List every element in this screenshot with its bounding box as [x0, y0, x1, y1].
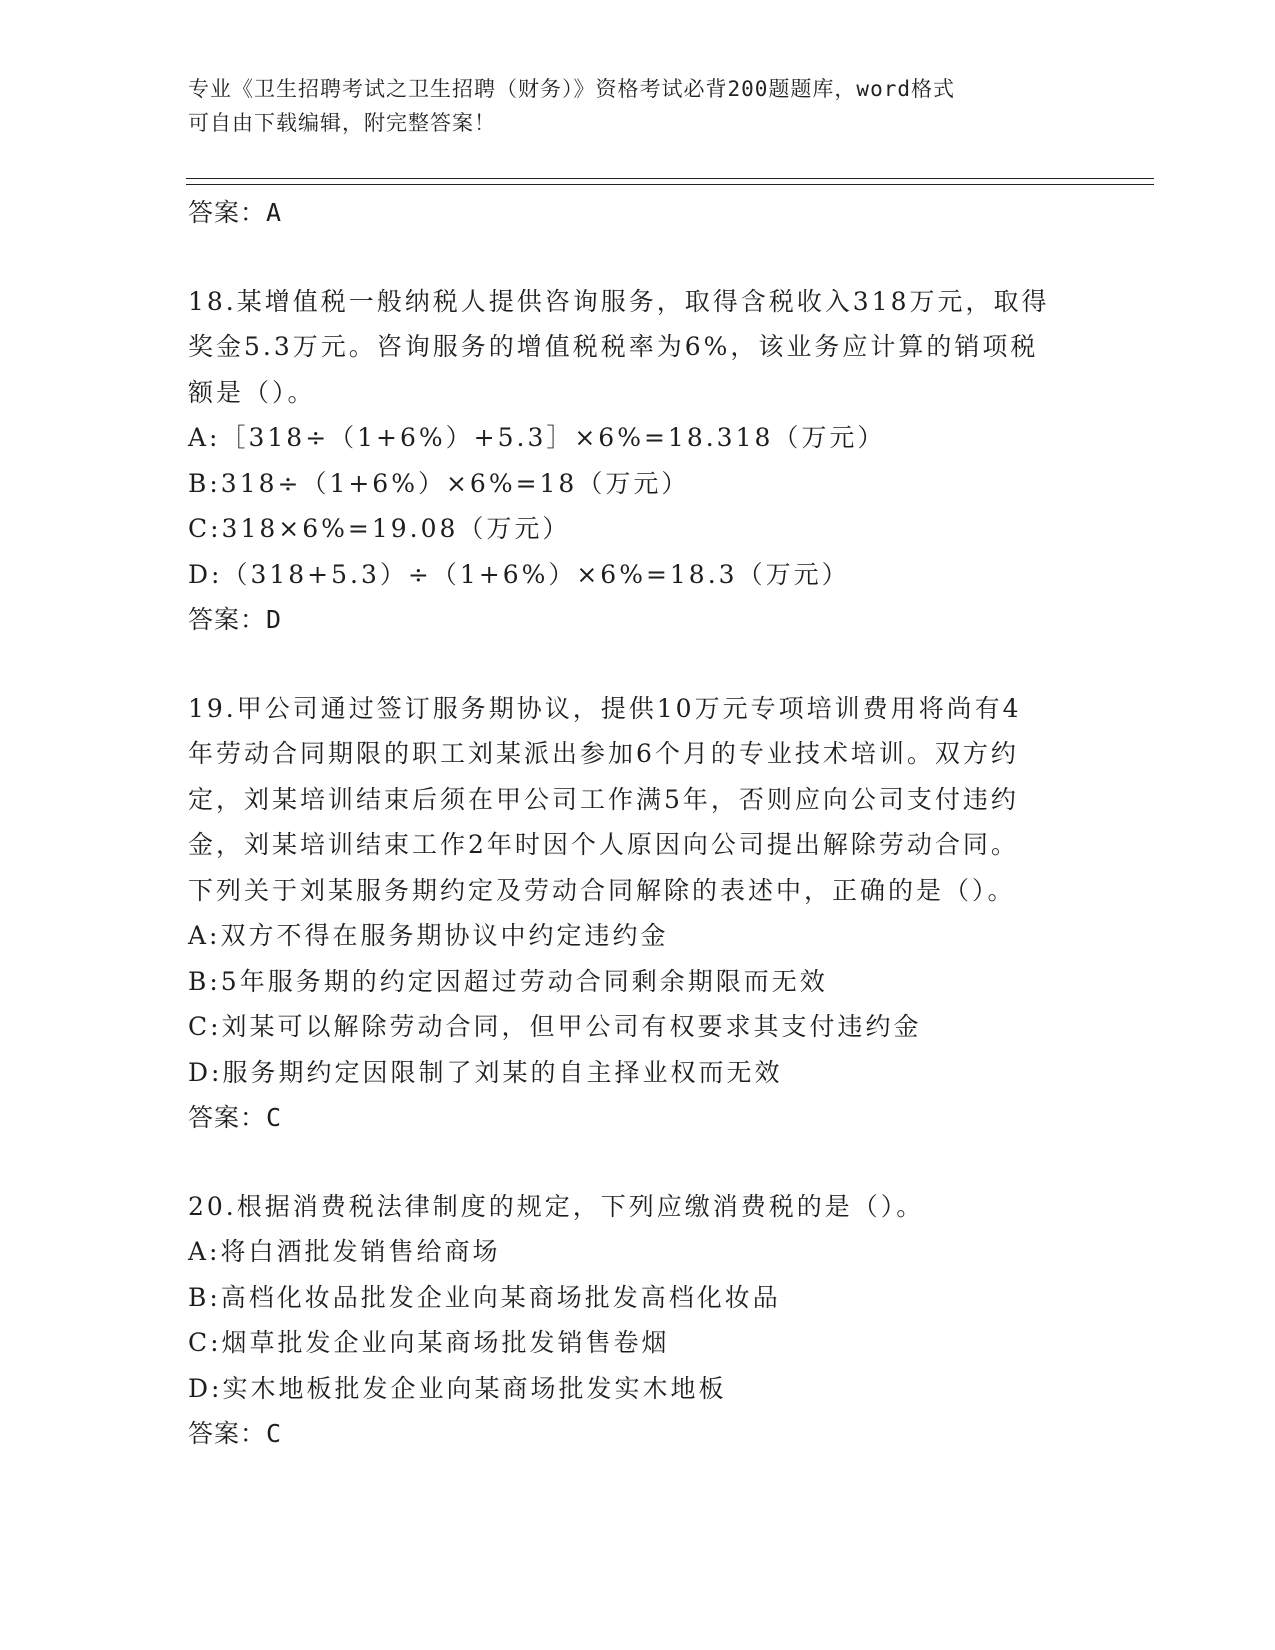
document-header — [188, 72, 1088, 140]
question-18-option-c: C:318×6%=19.08（万元） — [188, 514, 571, 543]
question-19-stem-line-4: 金，刘某培训结束工作2年时因个人原因向公司提出解除劳动合同。 — [188, 830, 1019, 859]
question-18-stem-line-2: 奖金5.3万元。咨询服务的增值税税率为6%，该业务应计算的销项税 — [188, 332, 1039, 361]
question-18-answer: 答案：D — [188, 605, 283, 634]
question-19-option-b: B:5年服务期的约定因超过劳动合同剩余期限而无效 — [188, 966, 828, 996]
question-20-option-c: C:烟草批发企业向某商场批发销售卷烟 — [188, 1328, 670, 1357]
question-19-option-a: A:双方不得在服务期协议中约定违约金 — [188, 921, 669, 950]
question-19 — [188, 686, 1088, 1141]
question-20-answer: 答案：C — [188, 1419, 283, 1448]
header-divider-top — [186, 178, 1154, 179]
question-18 — [188, 279, 1088, 643]
question-20 — [188, 1184, 1088, 1457]
question-20-option-d: D:实木地板批发企业向某商场批发实木地板 — [188, 1373, 727, 1403]
question-19-stem-line-5: 下列关于刘某服务期约定及劳动合同解除的表述中，正确的是（）。 — [188, 875, 1016, 905]
question-18-option-d: D:（318+5.3）÷（1+6%）×6%=18.3（万元） — [188, 559, 850, 589]
question-20-option-a: A:将白酒批发销售给商场 — [188, 1237, 501, 1266]
question-18-stem-line-1: 18.某增值税一般纳税人提供咨询服务，取得含税收入318万元，取得 — [188, 286, 1050, 316]
header-divider-bottom — [186, 184, 1154, 185]
question-list — [188, 190, 1088, 1457]
question-18-stem-line-3: 额是（）。 — [188, 377, 316, 407]
spacer — [188, 236, 1088, 279]
question-20-option-b: B:高档化妆品批发企业向某商场批发高档化妆品 — [188, 1282, 781, 1312]
question-19-option-c: C:刘某可以解除劳动合同，但甲公司有权要求其支付违约金 — [188, 1012, 922, 1041]
question-19-stem-line-3: 定，刘某培训结束后须在甲公司工作满5年，否则应向公司支付违约 — [188, 784, 1019, 814]
question-18-option-a: A:［318÷（1+6%）+5.3］×6%=18.318（万元） — [188, 423, 886, 452]
question-19-stem-line-1: 19.甲公司通过签订服务期协议，提供10万元专项培训费用将尚有4 — [188, 693, 1022, 723]
question-20-stem-line-1: 20.根据消费税法律制度的规定，下列应缴消费税的是（）。 — [188, 1191, 925, 1221]
answer-17: 答案：A — [188, 198, 283, 227]
question-19-stem-line-2: 年劳动合同期限的职工刘某派出参加6个月的专业技术培训。双方约 — [188, 739, 1019, 768]
header-line-1: 专业《卫生招聘考试之卫生招聘（财务）》资格考试必背200题题库，word格式 — [188, 77, 955, 101]
spacer — [188, 643, 1088, 686]
question-19-answer: 答案：C — [188, 1103, 283, 1132]
spacer — [188, 1141, 1088, 1184]
question-19-option-d: D:服务期约定因限制了刘某的自主择业权而无效 — [188, 1057, 783, 1087]
question-18-option-b: B:318÷（1+6%）×6%=18（万元） — [188, 468, 690, 498]
header-line-2: 可自由下载编辑，附完整答案！ — [188, 111, 496, 135]
